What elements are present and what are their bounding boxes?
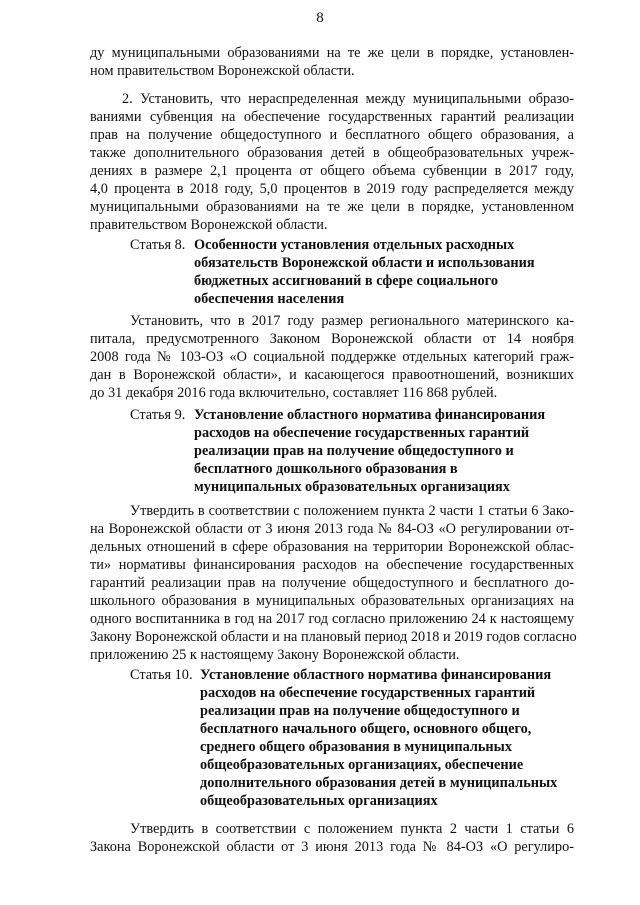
- article-10-title: бесплатного начального общего, основного общего,: [200, 721, 532, 737]
- article-10-title: реализации прав на получение общедоступного и: [200, 703, 520, 719]
- body-line: одного воспитанника в год на 2017 год согласно приложению 24 к настоящему: [90, 611, 574, 627]
- article-10-title: среднего общего образования в муниципальных: [200, 739, 512, 755]
- body-line: Утвердить в соответствии с положением пункта 2 части 1 статьи 6: [130, 821, 574, 837]
- body-line: дельных отношений в сфере образования на территории Воронежской облас-: [90, 539, 574, 555]
- body-line: дениях в размере 2,1 процента от общего объема субвенции в 2017 году,: [90, 163, 574, 179]
- body-line: ваниями субвенция на обеспечение государственных гарантий реализации: [90, 109, 574, 125]
- article-9-title: реализации прав на получение общедоступного и: [194, 443, 514, 459]
- page-number: 8: [316, 10, 324, 26]
- body-line: до 31 декабря 2016 года включительно, составляет 116 868 рублей.: [90, 385, 498, 401]
- body-line: также дополнительного образования детей в общеобразовательных учреж-: [90, 145, 574, 161]
- article-9-title: расходов на обеспечение государственных гарантий: [194, 425, 530, 441]
- article-10-title: общеобразовательных организациях: [200, 793, 438, 809]
- article-8-title: бюджетных ассигнований в сфере социального: [194, 273, 498, 289]
- article-8-title: Особенности установления отдельных расходных: [194, 237, 515, 253]
- body-line: приложению 25 к настоящему Закону Воронежской области.: [90, 647, 460, 663]
- body-line: Установить, что в 2017 году размер регионального материнского ка-: [130, 313, 574, 329]
- article-9-title: Установление областного норматива финансирования: [194, 407, 546, 423]
- article-10-title: общеобразовательных организациях, обеспечение: [200, 757, 524, 773]
- article-9-title: муниципальных образовательных организациях: [194, 479, 510, 495]
- article-9-label: Статья 9.: [130, 407, 186, 423]
- body-line: ном правительством Воронежской области.: [90, 63, 355, 79]
- body-line: 2. Установить, что нераспределенная между муниципальными образо-: [122, 91, 574, 107]
- article-9-title: бесплатного дошкольного образования в: [194, 461, 458, 477]
- body-line: гарантий реализации прав на получение общедоступного и бесплатного до-: [90, 575, 574, 591]
- body-line: Закону Воронежской области и на плановый период 2018 и 2019 годов согласно: [90, 629, 577, 645]
- body-line: муниципальными образованиями на те же цели в порядке, установленном: [90, 199, 574, 215]
- article-8-title: обеспечения населения: [194, 291, 345, 307]
- body-line: 4,0 процента в 2018 году, 5,0 процентов в 2019 году распределяется между: [90, 181, 574, 197]
- body-line: Утвердить в соответствии с положением пункта 2 части 1 статьи 6 Зако-: [130, 503, 574, 519]
- body-line: на Воронежской области от 3 июня 2013 года № 84-ОЗ «О регулировании от-: [90, 521, 574, 537]
- article-8-title: обязательств Воронежской области и использования: [194, 255, 535, 271]
- body-line: Закона Воронежской области от 3 июня 2013 года № 84-ОЗ «О регулиро-: [90, 839, 574, 855]
- body-line: 2008 года № 103-ОЗ «О социальной поддержке отдельных категорий граж-: [90, 349, 574, 365]
- article-10-title: Установление областного норматива финансирования: [200, 667, 552, 683]
- body-line: дан в Воронежской области», и касающегося правоотношений, возникших: [90, 367, 574, 383]
- body-line: школьного образования в муниципальных образовательных организациях на: [90, 593, 574, 609]
- article-10-title: расходов на обеспечение государственных гарантий: [200, 685, 536, 701]
- article-8-label: Статья 8.: [130, 237, 186, 253]
- body-line: питала, предусмотренного Законом Воронежской области от 14 ноября: [90, 331, 574, 347]
- body-line: прав на получение общедоступного и бесплатного общего образования, а: [90, 127, 574, 143]
- body-line: ти» нормативы финансирования расходов на обеспечение государственных: [90, 557, 574, 573]
- article-10-label: Статья 10.: [130, 667, 193, 683]
- article-10-title: дополнительного образования детей в муниципальных: [200, 775, 558, 791]
- body-line: ду муниципальными образованиями на те же цели в порядке, установлен-: [90, 45, 574, 61]
- body-line: правительством Воронежской области.: [90, 217, 328, 233]
